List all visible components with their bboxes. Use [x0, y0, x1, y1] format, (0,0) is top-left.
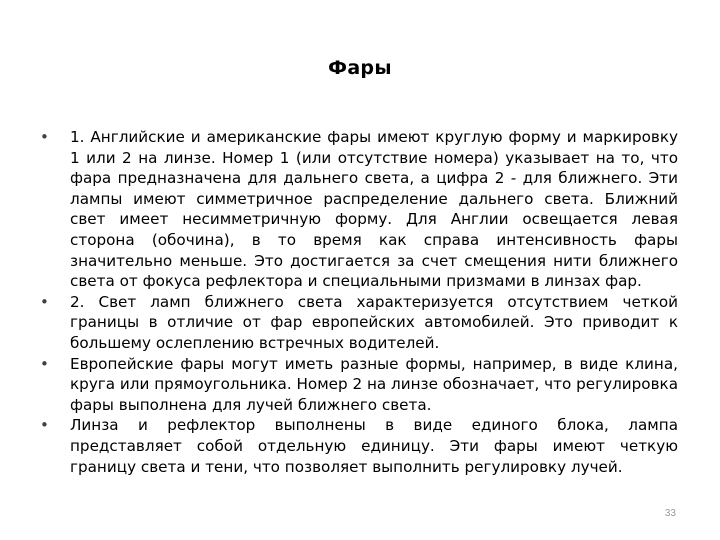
bullet-icon: •: [40, 128, 49, 146]
list-item-text: Европейские фары могут иметь разные формы, например, в виде клина, круга или прямоугольника. Номер 2 на линзе обозначает, что регулировка фары выполнена для лучей ближнего света.: [70, 354, 679, 414]
list-item: [40, 292, 678, 354]
bullet-list: [40, 127, 678, 477]
list-item: [40, 127, 678, 292]
list-item: [40, 415, 678, 477]
list-item-text: 2. Свет ламп ближнего света характеризуется отсутствием четкой границы в отличие от фар европейских автомобилей. Это приводит к большему ослеплению встречных водителей.: [70, 292, 678, 352]
bullet-icon: •: [40, 354, 49, 373]
bullet-icon: •: [40, 416, 49, 435]
list-item: [40, 354, 678, 416]
list-item-text: Линза и рефлектор выполнены в виде единого блока, лампа представляет собой отдельную единицу. Эти фары имеют четкую границу света и тени, что позволяет выполнить регулировку лучей.: [70, 416, 678, 476]
page-number: 33: [664, 508, 676, 519]
bullet-icon: •: [40, 292, 49, 311]
slide-title: Фары: [328, 57, 392, 79]
list-item-text: 1. Английские и американские фары имеют круглую форму и маркировку 1 или 2 на линзе. Номер 1 (или отсутствие номера) указывает на то, что фара предназначена для дальнего света, а цифра 2 - для ближнего. Эти лампы имеют симметричное распределение дальнего света. Ближний свет имеет несимметричную форму. Для Англии освещается левая сторона (обочина), в то время как справа интенсивность фары значительно меньше. Это достигается за счет смещения нити ближнего света от фокуса рефлектора и специальными призмами в линзах фар.: [70, 128, 678, 291]
